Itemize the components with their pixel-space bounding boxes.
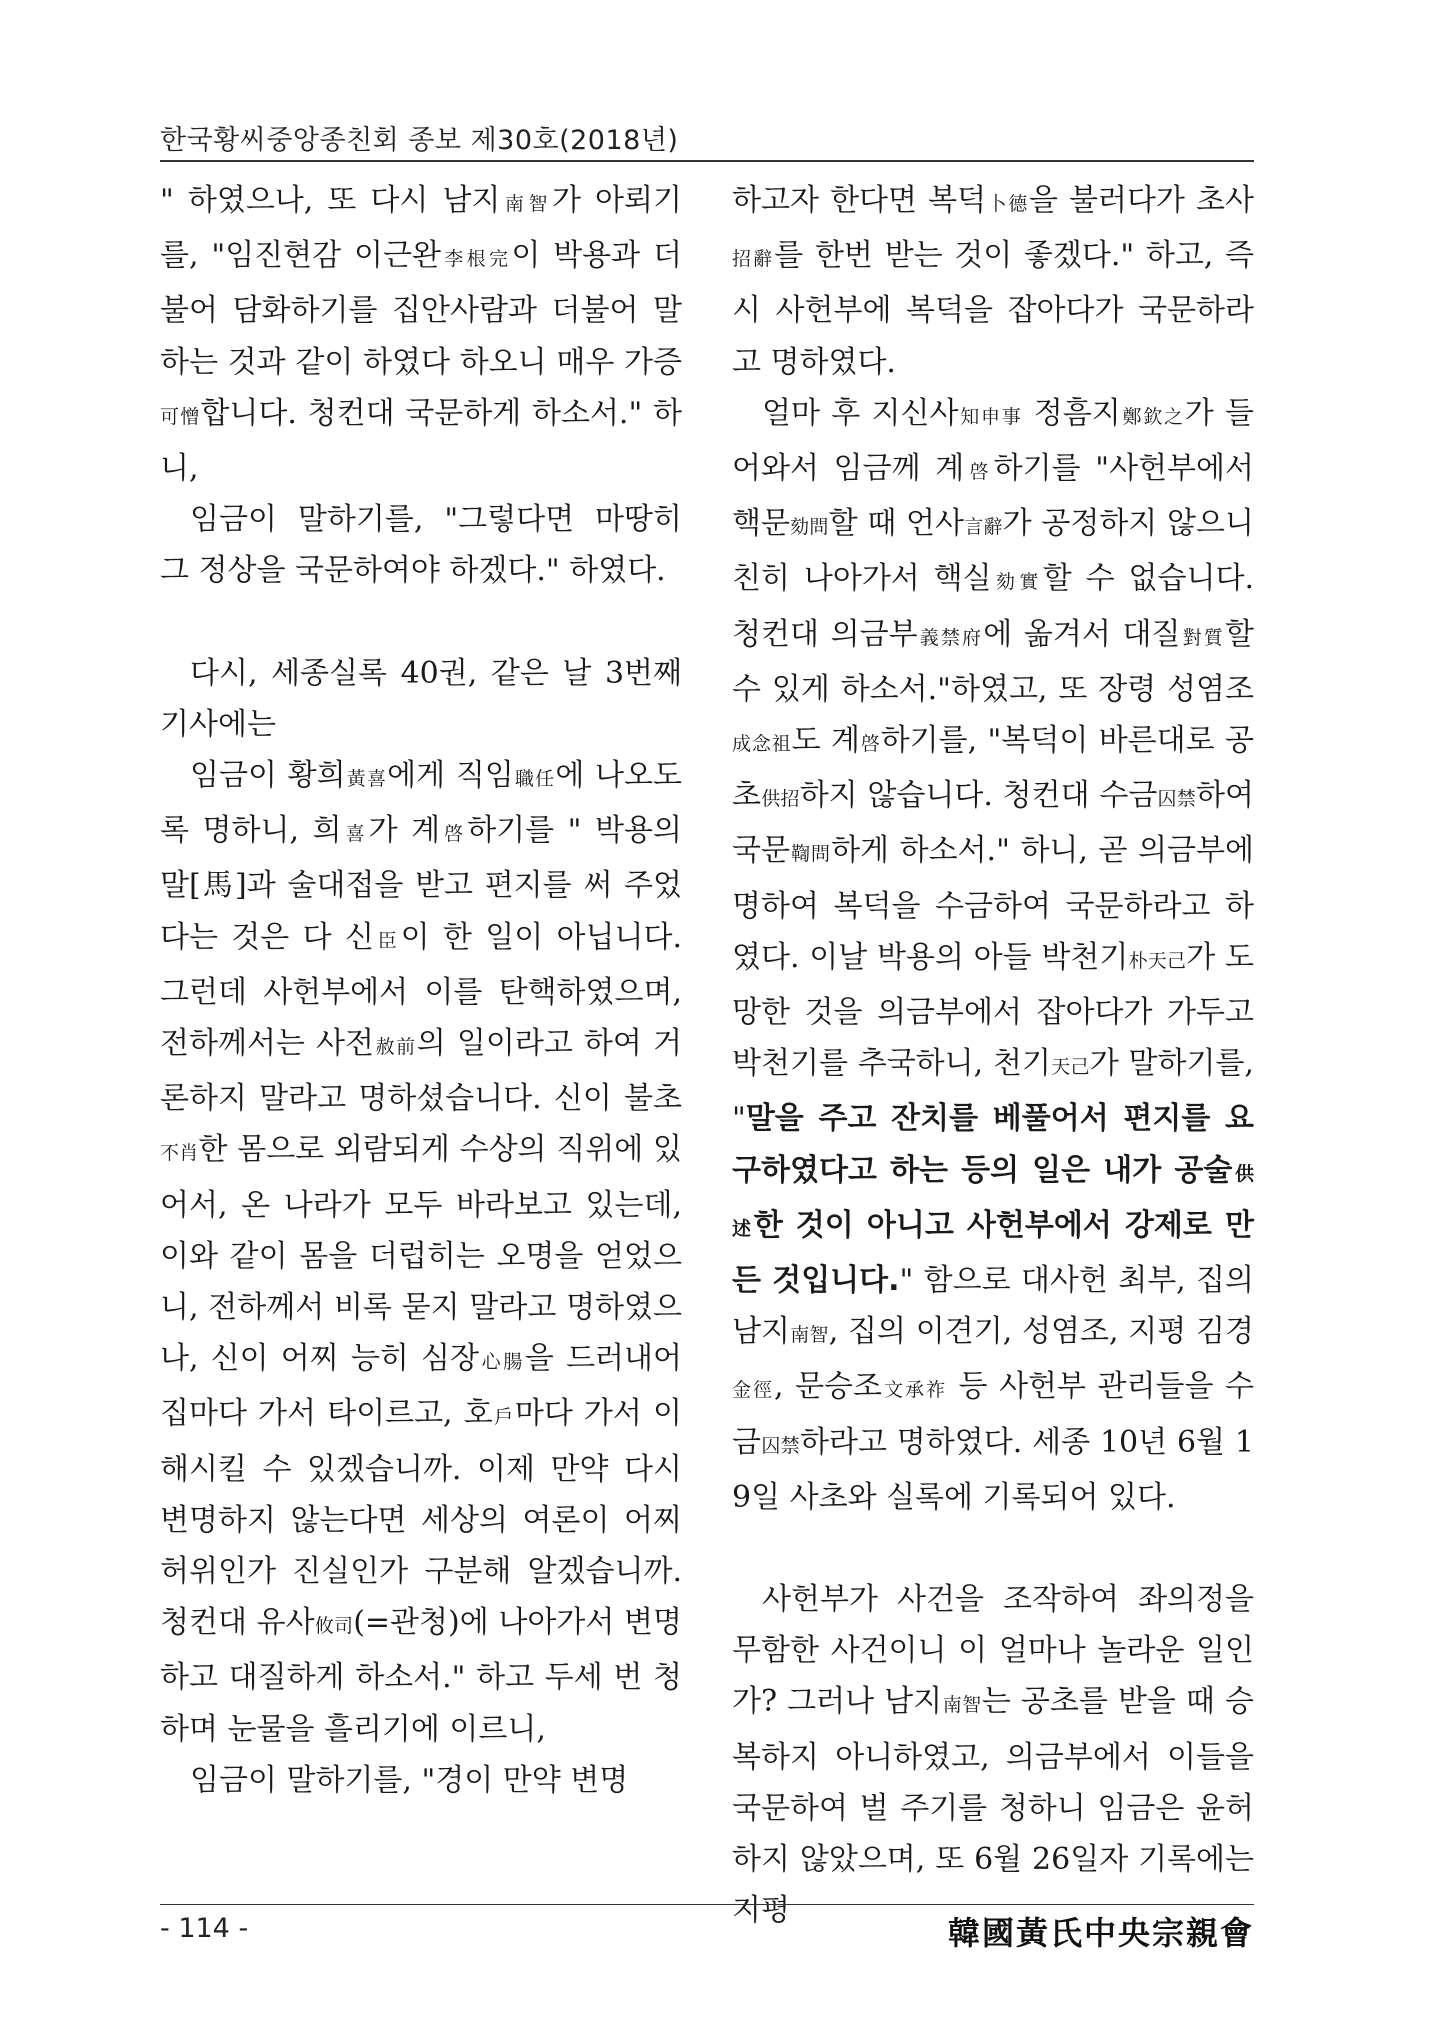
text-run: 임금이 황희: [190, 758, 346, 794]
hanja-annotation: 劾實: [991, 571, 1043, 594]
hanja-annotation: 供招: [760, 788, 800, 811]
hanja-annotation: 招辭: [732, 248, 775, 271]
paragraph: [160, 1755, 682, 1806]
text-run: 하라고 명하였다. 세종 10년 6월 19일 사초와 실록에 기록되어 있다.: [732, 1424, 1254, 1515]
journal-header: 한국황씨중앙종친회 종보 제30호(2018년): [160, 125, 679, 156]
text-run: 가 들어와서 임금께 계: [732, 395, 1254, 487]
text-run: 에게 직임: [387, 758, 514, 794]
hanja-annotation: 臣: [373, 929, 401, 952]
hanja-annotation: 南智: [942, 1694, 982, 1717]
footer-brand-logo: 韓國黃氏中央宗親會: [947, 1914, 1254, 1952]
page-number: - 114 -: [160, 1913, 249, 1944]
text-run: 합니다. 청컨대 국문하게 하소서." 하니,: [160, 395, 682, 487]
text-run: (=관청)에 나아가서 변명하고 대질하게 하소서." 하고 두세 번 청하며 눈물을 흘리기에 이르니,: [160, 1605, 682, 1747]
text-run: 가 말하기를, ": [732, 1046, 1254, 1137]
paragraph: [160, 750, 682, 1755]
text-run: 마다 가서 이해시킬 수 있겠습니까. 이제 만약 다시 변명하지 않는다면 세상의 여론이 어찌 허위인가 진실인가 구분해 알겠습니까. 청컨대 유사: [160, 1396, 682, 1641]
text-run: 하기를 " 박용의 말[馬]과 술대접을 받고 편지를 써 주었다는 것은 다 신: [160, 813, 682, 955]
text-run: , 집의 이견기, 성염조, 지평 김경: [828, 1314, 1254, 1350]
text-run: 다시, 세종실록 40권, 같은 날 3번째 기사에는: [160, 655, 682, 742]
paragraph: [732, 175, 1254, 388]
hanja-annotation: 鞫問: [789, 843, 832, 866]
hanja-annotation: 文承祚: [882, 1379, 948, 1402]
hanja-annotation: 職任: [513, 768, 556, 791]
text-run: 하기를 "사헌부에서 핵문: [732, 451, 1254, 542]
text-run: 가 아뢰기를, "임진현감 이근완: [160, 183, 682, 274]
left-column: [160, 175, 682, 1806]
hanja-annotation: 供述: [732, 1162, 1254, 1240]
text-run: 이 박용과 더불어 담화하기를 집안사람과 더불어 말하는 것과 같이 하였다 하오니 매우 가증: [160, 238, 682, 380]
hanja-annotation: 言辭: [964, 516, 1003, 539]
hanja-annotation: 朴天己: [1128, 949, 1187, 972]
text-run: , 문승조: [774, 1369, 883, 1405]
text-run: 도 계: [791, 723, 860, 759]
text-run: 에 나오도록 명하니, 희: [160, 758, 682, 849]
right-column: [732, 175, 1254, 1937]
hanja-annotation: 囚禁: [760, 1434, 800, 1457]
text-run: " 함으로 대사헌 최부, 집의 남지: [732, 1263, 1255, 1350]
hanja-annotation: 南智: [789, 1324, 829, 1347]
text-run: 하기를, "복덕이 바른대로 공초: [732, 723, 1254, 814]
text-run: 을 불러다가 초사: [1028, 183, 1254, 218]
text-run: " 하였으나, 또 다시 남지: [160, 183, 501, 218]
hanja-annotation: 啓: [859, 733, 881, 756]
text-run: 에 옮겨서 대질: [983, 616, 1181, 652]
hanja-annotation: 攸司: [314, 1615, 354, 1638]
hanja-annotation: 李根完: [440, 248, 512, 271]
paragraph: [732, 388, 1254, 1523]
hanja-annotation: 喜: [341, 823, 369, 846]
text-run: 할 때 언사: [828, 506, 965, 542]
hanja-annotation: 心腸: [479, 1351, 525, 1374]
hanja-annotation: 成念祖: [732, 733, 792, 756]
text-run: 얼마 후 지신사: [762, 395, 959, 431]
text-run: 임금이 말하기를, "경이 만약 변명: [190, 1762, 629, 1798]
text-run: 정흠지: [1022, 395, 1121, 431]
text-run: 가 공정하지 않으니 친히 나아가서 핵실: [732, 506, 1254, 597]
paragraph: [160, 648, 682, 750]
paragraph: [732, 1574, 1254, 1936]
text-run: 는 공초를 받을 때 승복하지 아니하였고, 의금부에서 이들을 국문하여 벌 주기를 청하니 임금은 윤허하지 않았으며, 또 6월 26일자 기록에는 지평: [732, 1684, 1254, 1929]
hanja-annotation: 啓: [440, 823, 468, 846]
text-run: 가 도망한 것을 의금부에서 잡아다가 가두고 박천기를 추국하니, 천기: [732, 939, 1254, 1082]
hanja-annotation: 義禁府: [917, 626, 984, 649]
text-run: 할 수 없습니다. 청컨대 의금부: [732, 561, 1254, 652]
text-run: 임금이 말하기를, "그렇다면 마땅히 그 정상을 국문하여야 하겠다." 하였다.: [160, 502, 682, 589]
hanja-annotation: 南智: [500, 193, 552, 215]
hanja-annotation: 可憎: [160, 405, 201, 428]
hanja-annotation: 啓: [964, 461, 994, 484]
hanja-annotation: 天己: [1050, 1056, 1090, 1079]
text-run: 의 일이라고 하여 거론하지 말라고 명하셨습니다. 신이 불초: [160, 1026, 682, 1117]
header-rule: [160, 160, 1254, 162]
hanja-annotation: 黃喜: [345, 768, 388, 791]
text-run: 하게 하소서." 하니, 곧 의금부에 명하여 복덕을 수금하여 국문하라고 하였다. 이날 박용의 아들 박천기: [732, 833, 1254, 975]
text-run: 하여 국문: [732, 778, 1254, 869]
text-run: 사헌부가 사건을 조작하여 좌의정을 무함한 사건이니 이 얼마나 놀라운 일인가? 그러나 남지: [732, 1582, 1254, 1720]
footer-rule: [160, 1904, 1254, 1905]
hanja-annotation: 金徑: [732, 1379, 774, 1402]
hanja-annotation: 劾問: [789, 516, 829, 539]
hanja-annotation: 不肖: [160, 1142, 199, 1165]
text-run: 할 수 있게 하소서."하였고, 또 장령 성염조: [732, 616, 1254, 707]
hanja-annotation: 赦前: [374, 1036, 417, 1059]
hanja-annotation: 戶: [492, 1406, 515, 1429]
hanja-annotation: 卜德: [986, 193, 1029, 215]
text-run: 이 한 일이 아닙니다. 그런데 사헌부에서 이를 탄핵하였으며, 전하께서는 사전: [160, 919, 682, 1062]
paragraph: [160, 175, 682, 494]
paragraph: [160, 494, 682, 596]
text-run: 를 한번 받는 것이 좋겠다." 하고, 즉시 사헌부에 복덕을 잡아다가 국문하라고 명하였다.: [732, 238, 1254, 380]
text-run: 가 계: [368, 813, 441, 849]
hanja-annotation: 鄭欽之: [1120, 405, 1185, 428]
text-run: 을 드러내어 집마다 가서 타이르고, 호: [160, 1341, 682, 1432]
emphasized-text: 한 것이 아니고 사헌부에서 강제로 만든 것입니다.: [732, 1207, 1254, 1299]
text-run: 한 몸으로 외람되게 수상의 직위에 있어서, 온 나라가 모두 바라보고 있는데, 이와 같이 몸을 더럽히는 오명을 얻었으니, 전하께서 비록 묻지 말라고 명하였으나, 신이 어찌 능히 심장: [160, 1132, 682, 1377]
hanja-annotation: 對質: [1180, 626, 1225, 649]
hanja-annotation: 囚禁: [1157, 788, 1197, 811]
text-run: 하지 않습니다. 청컨대 수금: [799, 778, 1158, 814]
text-run: 등 사헌부 관리들을 수금: [732, 1369, 1254, 1460]
emphasized-text: 말을 주고 잔치를 베풀어서 편지를 요구하였다고 하는 등의 일은 내가 공술: [732, 1101, 1254, 1188]
hanja-annotation: 知申事: [958, 405, 1023, 428]
text-run: 하고자 한다면 복덕: [732, 183, 987, 218]
